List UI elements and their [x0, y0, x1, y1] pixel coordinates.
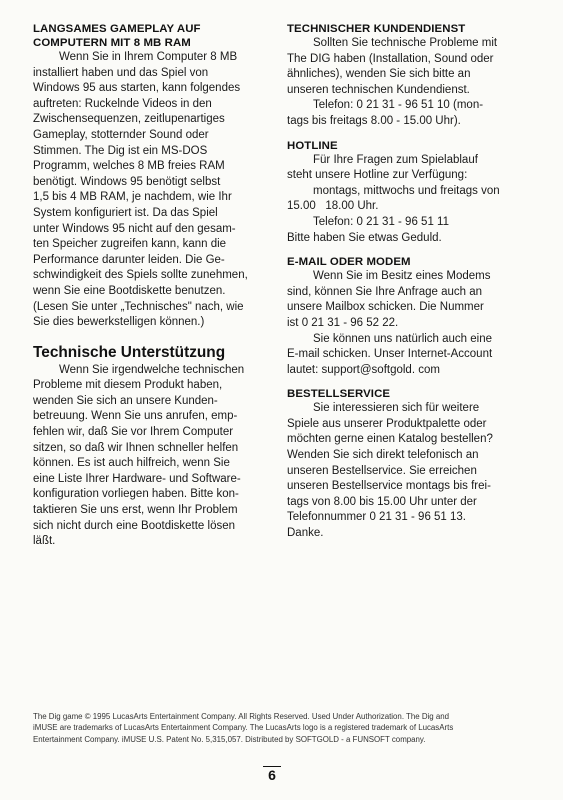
footer-line: iMUSE are trademarks of LucasArts Entertainment Company. The LucasArts logo is a registered trademark of LucasArts — [33, 723, 454, 733]
text-line: ist 0 21 31 - 96 52 22. — [287, 316, 399, 329]
email-modem-text — [287, 269, 533, 378]
order-service-text — [287, 401, 533, 541]
text-line: konfiguration vorliegen haben. Bitte kon- — [33, 488, 239, 501]
text-line: Performance darunter leiden. Die Ge- — [33, 253, 225, 266]
text-line: wenden Sie sich an unsere Kunden- — [33, 394, 218, 407]
text-line: möchten gerne einen Katalog bestellen? — [287, 433, 493, 446]
slow-gameplay-text — [33, 50, 273, 331]
text-line: sitzen, so daß wir Ihnen schneller helfen — [33, 441, 239, 454]
text-line: montags, mittwochs und freitags von — [313, 184, 500, 197]
order-service-heading: BESTELLSERVICE — [287, 388, 391, 401]
text-line: tags von 8.00 bis 15.00 Uhr unter der — [287, 495, 477, 508]
text-line: wenn Sie eine Bootdiskette benutzen. — [33, 284, 226, 297]
text-line: Probleme mit diesem Produkt haben, — [33, 379, 223, 392]
text-line: Windows 95 aus starten, kann folgendes — [33, 82, 241, 95]
text-line: 1,5 bis 4 MB RAM, je nachdem, wie Ihr — [33, 191, 232, 204]
tech-support-text — [33, 363, 273, 550]
text-line: benötigt. Windows 95 benötigt selbst — [33, 175, 221, 188]
tech-support-heading: Technische Unterstützung — [33, 343, 226, 361]
text-line: Sie dies bewerkstelligen können.) — [33, 316, 205, 329]
text-line: unter Windows 95 nicht auf den gesam- — [33, 222, 236, 235]
text-line: unseren Bestellservice. Sie erreichen — [287, 464, 477, 477]
text-line: Wenden Sie sich direkt telefonisch an — [287, 449, 479, 462]
text-line: Wenn Sie in Ihrem Computer 8 MB — [59, 51, 238, 63]
footer-line: The Dig game © 1995 LucasArts Entertainment Company. All Rights Reserved. Used Under Authorization. The Dig and — [33, 712, 450, 721]
text-line: installiert haben und das Spiel von — [33, 66, 209, 79]
text-line: Sie können uns natürlich auch eine — [313, 332, 493, 345]
text-line: Telefon: 0 21 31 - 96 51 11 — [313, 215, 449, 228]
text-line: steht unsere Hotline zur Verfügung: — [287, 169, 468, 182]
text-line: Für Ihre Fragen zum Spielablauf — [313, 153, 478, 166]
customer-service-text — [287, 36, 533, 130]
hotline-heading: HOTLINE — [287, 139, 338, 152]
text-line: lautet: support@softgold. com — [287, 363, 440, 376]
copyright-footer — [33, 711, 533, 745]
hotline-text — [287, 153, 533, 247]
text-line: Stimmen. The Dig ist ein MS-DOS — [33, 144, 208, 157]
text-line: System konfiguriert ist. Da das Spiel — [33, 206, 218, 219]
text-line: können. Es ist auch hilfreich, wenn Sie — [33, 457, 230, 470]
email-modem-heading: E-MAIL ODER MODEM — [287, 256, 411, 269]
text-line: Wenn Sie irgendwelche technischen — [59, 363, 245, 376]
text-line: unseren Bestellservice montags bis frei- — [287, 480, 491, 493]
text-line: ten Speicher zugreifen kann, kann die — [33, 238, 227, 251]
text-line: ähnliches), wenden Sie sich bitte an — [287, 68, 471, 81]
text-line: E-mail schicken. Unser Internet-Account — [287, 348, 493, 361]
text-line: Telefon: 0 21 31 - 96 51 10 (mon- — [313, 99, 484, 112]
text-line: tags bis freitags 8.00 - 15.00 Uhr). — [287, 114, 461, 127]
text-line: sich nicht durch eine Bootdiskette lösen — [33, 519, 236, 532]
text-line: läßt. — [33, 535, 56, 548]
text-line: auftreten: Ruckelnde Videos in den — [33, 97, 212, 110]
footer-line: Entertainment Company. iMUSE U.S. Patent No. 5,315,057. Distributed by SOFTGOLD - a FUNSOFT company. — [33, 734, 426, 744]
text-line: schwindigkeit des Spiels sollte zunehmen, — [33, 269, 248, 282]
text-line: eine Liste Ihrer Hardware- und Software- — [33, 472, 241, 485]
text-line: fehlen wir, daß Sie vor Ihrem Computer — [33, 426, 234, 439]
page-number: 6 — [263, 766, 281, 783]
text-line: Gameplay, stotternder Sound oder — [33, 128, 209, 141]
text-line: The DIG haben (Installation, Sound oder — [287, 52, 494, 65]
text-line: Telefonnummer 0 21 31 - 96 51 13. — [287, 511, 467, 524]
slow-gameplay-heading: LANGSAMES GAMEPLAY AUF COMPUTERN MIT 8 MB RAM — [33, 23, 201, 49]
right-column — [287, 22, 533, 542]
text-line: (Lesen Sie unter „Technisches" nach, wie — [33, 300, 244, 313]
text-line: sind, können Sie Ihre Anfrage auch an — [287, 285, 483, 298]
text-line: Zwischensequenzen, zeitlupenartiges — [33, 113, 225, 126]
text-line: Spiele aus unserer Produktpalette oder — [287, 417, 487, 430]
text-line: Sollten Sie technische Probleme mit — [313, 37, 498, 49]
customer-service-heading: TECHNISCHER KUNDENDIENST — [287, 23, 466, 35]
text-line: unsere Mailbox schicken. Die Nummer — [287, 301, 484, 314]
text-line: Wenn Sie im Besitz eines Modems — [313, 270, 491, 283]
text-line: unseren technischen Kundendienst. — [287, 83, 470, 96]
text-line: Sie interessieren sich für weitere — [313, 402, 480, 415]
text-line: 15.00 18.00 Uhr. — [287, 200, 379, 213]
text-line: betreuung. Wenn Sie uns anrufen, emp- — [33, 410, 238, 423]
left-column — [33, 22, 273, 550]
text-line: taktieren Sie uns erst, wenn Ihr Problem — [33, 504, 238, 517]
page-number-container — [257, 766, 287, 785]
text-line: Danke. — [287, 527, 324, 540]
text-line: Bitte haben Sie etwas Geduld. — [287, 231, 442, 244]
text-line: Programm, welches 8 MB freies RAM — [33, 160, 225, 173]
